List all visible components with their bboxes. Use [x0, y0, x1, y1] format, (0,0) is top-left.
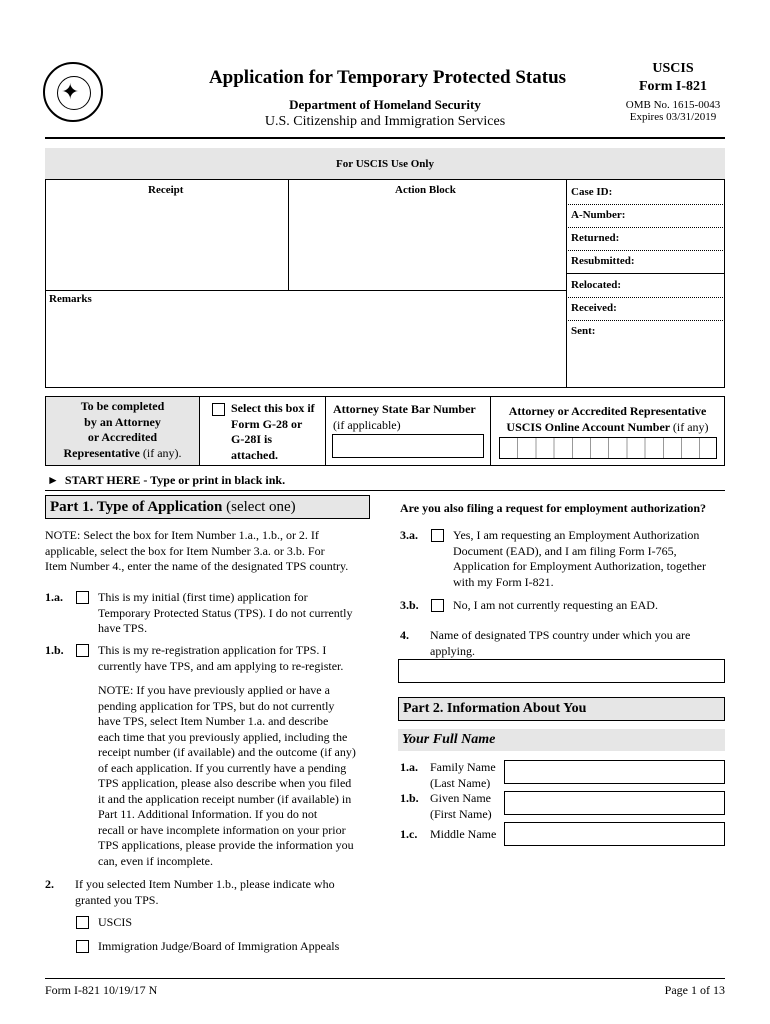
given-name-line: Given Name	[430, 791, 491, 805]
item-line: have TPS.	[98, 621, 148, 635]
account-label-line: USCIS Online Account Number	[506, 419, 670, 434]
part1-heading-note: (select one)	[226, 499, 296, 515]
divider	[566, 297, 725, 298]
divider	[45, 290, 566, 291]
item-3b-number: 3.b.	[400, 598, 419, 612]
family-name-line: Family Name	[430, 760, 496, 774]
note2-line: have TPS, select Item Number 1.a. and describe	[98, 714, 329, 728]
divider	[566, 320, 725, 321]
note-line: Item Number 4., enter the name of the designated TPS country.	[45, 559, 349, 573]
case-id-label: Case ID:	[571, 186, 613, 198]
attorney-label-line: by an Attorney	[84, 414, 161, 429]
account-number-input[interactable]	[499, 437, 717, 459]
note2-line: it and the application receipt number (if available) in	[98, 791, 352, 806]
receipt-label: Receipt	[148, 184, 184, 196]
uscis-use-box	[45, 148, 725, 388]
item-p2-1b-number: 1.b.	[400, 791, 419, 805]
item-line: Document (EAD), and I am filing Form I-765,	[453, 543, 677, 558]
account-label-if-any: (if any)	[672, 419, 709, 434]
tps-country-input[interactable]	[398, 659, 725, 683]
item-p2-1c-number: 1.c.	[400, 827, 418, 841]
divider	[325, 396, 326, 466]
a-number-label: A-Number:	[571, 209, 626, 221]
footer-form-info: Form I-821 10/19/17 N	[45, 983, 158, 997]
item-line: with my Form I-821.	[453, 574, 554, 589]
agency-short: USCIS	[652, 61, 694, 76]
item-1b-text	[98, 643, 378, 674]
divider	[566, 273, 725, 274]
form-id-block	[618, 61, 728, 123]
attorney-label-line: or Accredited	[87, 430, 158, 444]
note2-line: TPS applications, please provide the information you	[98, 838, 354, 852]
g28-attached-checkbox[interactable]	[212, 403, 225, 416]
item-line: Application for Employment Authorization, together	[453, 559, 706, 573]
arrow-right-icon: ►	[47, 473, 59, 487]
item-1a-number: 1.a.	[45, 590, 63, 604]
family-name-line: (Last Name)	[430, 775, 491, 790]
account-number-label	[490, 404, 725, 435]
initial-application-checkbox[interactable]	[76, 591, 89, 604]
family-name-input[interactable]	[504, 760, 725, 784]
item-line: Yes, I am requesting an Employment Authorization	[453, 528, 700, 542]
account-label-line: Attorney or Accredited Representative	[508, 404, 707, 418]
note2-line: each time that you previously applied, including the	[98, 729, 348, 744]
start-here-text: START HERE - Type or print in black ink.	[64, 473, 286, 487]
granted-judge-checkbox[interactable]	[76, 940, 89, 953]
note2-line: of each application. If you currently have a pending	[98, 760, 347, 775]
part1-heading-title: Part 1. Type of Application	[50, 499, 223, 515]
attorney-label-line: Representative	[63, 445, 140, 460]
part1-note	[45, 528, 375, 575]
note-line: NOTE: Select the box for Item Number 1.a., 1.b., or 2. If	[45, 528, 319, 542]
middle-name-input[interactable]	[504, 822, 725, 846]
ead-no-checkbox[interactable]	[431, 599, 444, 612]
attorney-label-if-any: (if any).	[142, 445, 182, 460]
middle-name-label: Middle Name	[430, 827, 497, 841]
divider	[566, 204, 725, 205]
returned-label: Returned:	[571, 232, 620, 244]
item-1b-number: 1.b.	[45, 643, 64, 657]
resubmitted-label: Resubmitted:	[571, 255, 635, 267]
item-4-text	[430, 628, 725, 659]
note2-line: receipt number (if available) and the outcome (if any)	[98, 745, 356, 759]
bar-number-label: Attorney State Bar Number	[333, 402, 476, 416]
item-3a-text	[453, 528, 728, 590]
page-title: Application for Temporary Protected Status	[208, 67, 567, 88]
start-here	[47, 473, 285, 488]
given-name-label	[430, 791, 492, 822]
g28-label-line: G-28I is	[231, 432, 273, 446]
bar-number-input[interactable]	[332, 434, 484, 458]
re-registration-checkbox[interactable]	[76, 644, 89, 657]
note2-line: NOTE: If you have previously applied or have a	[98, 683, 330, 697]
action-block-label: Action Block	[395, 184, 456, 196]
family-name-label	[430, 760, 496, 791]
agency-name: U.S. Citizenship and Immigration Services	[264, 114, 506, 129]
given-name-input[interactable]	[504, 791, 725, 815]
ead-question: Are you also filing a request for employment authorization?	[400, 501, 706, 515]
header-rule	[45, 137, 725, 139]
item-line: currently have TPS, and am applying to re-register.	[98, 658, 344, 673]
bar-number-if-applicable: (if applicable)	[333, 418, 401, 432]
g28-attached-label	[231, 401, 315, 463]
ead-yes-checkbox[interactable]	[431, 529, 444, 542]
note-line: applicable, select the box for Item Number 3.a. or 3.b. For	[45, 543, 325, 558]
note2-line: TPS application, please also describe when you filed	[98, 776, 352, 790]
department-name: Department of Homeland Security	[289, 97, 481, 112]
item-2-number: 2.	[45, 877, 54, 891]
form-number: Form I-821	[638, 79, 708, 94]
eagle-icon: ✦	[61, 79, 80, 104]
remarks-label: Remarks	[49, 293, 92, 305]
item-line: applying.	[430, 643, 475, 658]
item-line: granted you TPS.	[75, 892, 159, 907]
uscis-use-heading: For USCIS Use Only	[45, 148, 725, 180]
divider	[288, 180, 289, 290]
note2-line: Part 11. Additional Information. If you do not	[98, 807, 318, 821]
part1-heading	[45, 495, 370, 519]
item-2-text	[75, 877, 375, 908]
item-p2-1a-number: 1.a.	[400, 760, 418, 774]
received-label: Received:	[571, 302, 617, 314]
item-3b-text: No, I am not currently requesting an EAD.	[453, 598, 658, 612]
item-line: Name of designated TPS country under which you are	[430, 628, 691, 642]
part1-note2	[98, 683, 378, 869]
granted-uscis-checkbox[interactable]	[76, 916, 89, 929]
omb-number: OMB No. 1615-0043	[625, 99, 721, 111]
item-line: This is my initial (first time) application for	[98, 590, 308, 604]
attorney-block-label	[45, 399, 200, 461]
item-3a-number: 3.a.	[400, 528, 418, 542]
divider	[566, 180, 567, 388]
full-name-subheading: Your Full Name	[398, 729, 725, 751]
note2-line: recall or have incomplete information on your prior	[98, 822, 346, 837]
item-line: Temporary Protected Status (TPS). I do not currently	[98, 605, 353, 620]
note2-line: can, even if incomplete.	[98, 853, 213, 868]
part2-heading: Part 2. Information About You	[398, 697, 725, 721]
g28-label-line: Select this box if	[231, 401, 315, 415]
page-number: Page 1 of 13	[664, 983, 725, 997]
relocated-label: Relocated:	[571, 279, 622, 291]
section-rule	[45, 490, 725, 491]
item-line: If you selected Item Number 1.b., please indicate who	[75, 877, 335, 891]
given-name-line: (First Name)	[430, 806, 492, 821]
expiration-date: Expires 03/31/2019	[629, 111, 717, 123]
granted-uscis-label: USCIS	[98, 915, 133, 929]
attorney-label-line: To be completed	[80, 399, 165, 413]
sent-label: Sent:	[571, 325, 596, 337]
item-4-number: 4.	[400, 628, 409, 642]
divider	[566, 250, 725, 251]
note2-line: pending application for TPS, but do not currently	[98, 698, 335, 713]
granted-judge-label: Immigration Judge/Board of Immigration Appeals	[98, 939, 340, 953]
divider	[566, 227, 725, 228]
g28-label-line: attached.	[231, 447, 278, 462]
g28-label-line: Form G-28 or	[231, 416, 303, 431]
item-1a-text	[98, 590, 378, 637]
footer-rule	[45, 978, 725, 979]
item-line: This is my re-registration application for TPS. I	[98, 643, 327, 657]
